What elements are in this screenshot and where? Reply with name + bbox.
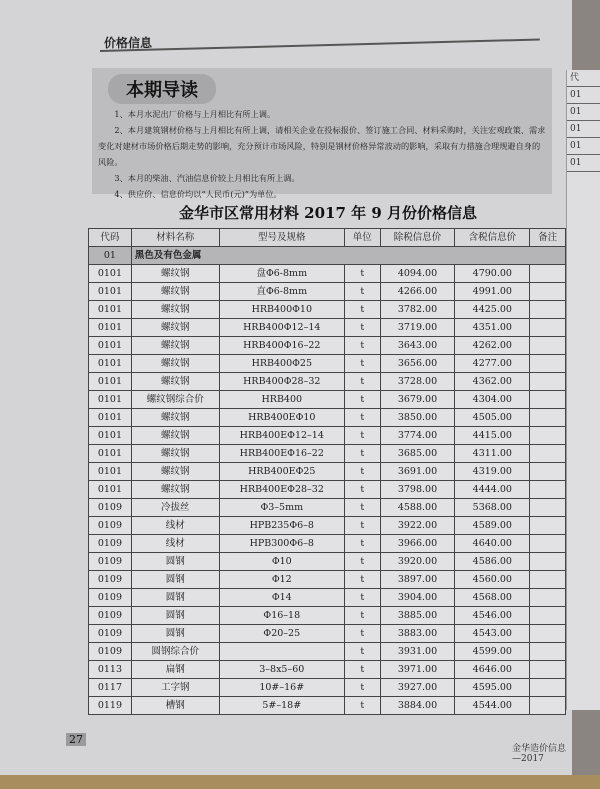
table-cell: t — [344, 283, 380, 301]
table-cell: 盘Φ6-8mm — [219, 265, 344, 283]
column-header: 代码 — [89, 229, 132, 247]
table-cell: t — [344, 265, 380, 283]
table-cell: 螺纹钢 — [131, 445, 219, 463]
table-cell: HPB300Φ6–8 — [219, 535, 344, 553]
table-cell — [530, 589, 566, 607]
table-cell: 4595.00 — [455, 679, 530, 697]
table-cell: t — [344, 463, 380, 481]
table-cell: 线材 — [131, 517, 219, 535]
table-cell: 3782.00 — [380, 301, 455, 319]
note: 1、本月水泥出厂价格与上月相比有所上调。 — [114, 109, 276, 119]
table-cell: 螺纹钢 — [131, 373, 219, 391]
table-cell — [530, 481, 566, 499]
table-cell: 3931.00 — [380, 643, 455, 661]
table-cell: 4588.00 — [380, 499, 455, 517]
table-cell — [530, 319, 566, 337]
table-cell: t — [344, 679, 380, 697]
table-cell: 0101 — [89, 301, 132, 319]
table-cell: 0109 — [89, 643, 132, 661]
table-cell — [530, 337, 566, 355]
table-cell: HRB400EΦ16–22 — [219, 445, 344, 463]
table-cell: 0101 — [89, 445, 132, 463]
table-cell — [530, 373, 566, 391]
table-cell: 3897.00 — [380, 571, 455, 589]
table-cell: 4311.00 — [455, 445, 530, 463]
table-cell: 4094.00 — [380, 265, 455, 283]
table-cell: 4646.00 — [455, 661, 530, 679]
table-cell: 线材 — [131, 535, 219, 553]
table-cell: 3774.00 — [380, 427, 455, 445]
note: 4、供应价、信息价均以“人民币(元)”为单位。 — [114, 189, 282, 199]
table-cell — [530, 301, 566, 319]
table-cell: HRB400EΦ28–32 — [219, 481, 344, 499]
table-cell: 4262.00 — [455, 337, 530, 355]
table-cell: 4543.00 — [455, 625, 530, 643]
edge-cell: 01 — [567, 87, 600, 104]
table-cell: 圆钢 — [131, 625, 219, 643]
table-cell: 4544.00 — [455, 697, 530, 715]
table-cell: t — [344, 625, 380, 643]
table-cell: 4351.00 — [455, 319, 530, 337]
table-cell: 4589.00 — [455, 517, 530, 535]
table-cell: 圆钢综合价 — [131, 643, 219, 661]
table-cell: 0109 — [89, 553, 132, 571]
table-cell: 0109 — [89, 589, 132, 607]
table-cell: 3798.00 — [380, 481, 455, 499]
table-cell: t — [344, 517, 380, 535]
table-cell: 0109 — [89, 499, 132, 517]
table-cell: 0109 — [89, 607, 132, 625]
table-cell: 3920.00 — [380, 553, 455, 571]
table-row — [89, 301, 566, 319]
table-cell: 0109 — [89, 517, 132, 535]
table-cell: t — [344, 409, 380, 427]
table-cell — [530, 625, 566, 643]
table-cell: 螺纹钢 — [131, 463, 219, 481]
column-header: 除税信息价 — [380, 229, 455, 247]
table-cell: 4546.00 — [455, 607, 530, 625]
table-row — [89, 283, 566, 301]
table-cell: 0101 — [89, 391, 132, 409]
table-cell: 圆钢 — [131, 571, 219, 589]
table-cell: 3685.00 — [380, 445, 455, 463]
table-cell: 螺纹钢 — [131, 337, 219, 355]
table-cell: 4319.00 — [455, 463, 530, 481]
table-cell: 4362.00 — [455, 373, 530, 391]
table-cell: 0101 — [89, 409, 132, 427]
running-header: 价格信息 — [104, 36, 153, 50]
table-cell — [530, 463, 566, 481]
table-row — [89, 463, 566, 481]
table-cell: 3643.00 — [380, 337, 455, 355]
table-cell: 4586.00 — [455, 553, 530, 571]
table-cell: 3971.00 — [380, 661, 455, 679]
table-cell: 5#–18# — [219, 697, 344, 715]
table-cell: 螺纹钢 — [131, 409, 219, 427]
table-cell: Φ12 — [219, 571, 344, 589]
table-cell — [530, 283, 566, 301]
table-cell: 3656.00 — [380, 355, 455, 373]
table-cell: 3850.00 — [380, 409, 455, 427]
table-cell: 5368.00 — [455, 499, 530, 517]
table-cell: 冷拔丝 — [131, 499, 219, 517]
table-cell: 4991.00 — [455, 283, 530, 301]
table-cell — [530, 643, 566, 661]
table-cell: 3691.00 — [380, 463, 455, 481]
table-cell: 螺纹钢 — [131, 301, 219, 319]
table-row — [89, 607, 566, 625]
table-row — [89, 661, 566, 679]
table-cell — [530, 265, 566, 283]
table-cell: t — [344, 427, 380, 445]
table-cell: 3927.00 — [380, 679, 455, 697]
table-cell: 4505.00 — [455, 409, 530, 427]
page-number: 27 — [66, 733, 86, 746]
footer-text: 金华造价信息—2017 — [512, 744, 567, 764]
table-row — [89, 355, 566, 373]
table-cell: 圆钢 — [131, 589, 219, 607]
table-cell — [530, 661, 566, 679]
edge-cell: 代 — [567, 70, 600, 87]
table-cell: 4415.00 — [455, 427, 530, 445]
table-cell: t — [344, 535, 380, 553]
category-code: 01 — [89, 247, 132, 265]
table-cell: 0117 — [89, 679, 132, 697]
table-cell: 3884.00 — [380, 697, 455, 715]
table-row — [89, 571, 566, 589]
table-cell — [530, 355, 566, 373]
table-cell: 0101 — [89, 481, 132, 499]
table-cell: HPB235Φ6–8 — [219, 517, 344, 535]
table-cell: 0109 — [89, 625, 132, 643]
table-cell: 4266.00 — [380, 283, 455, 301]
table-cell: 3728.00 — [380, 373, 455, 391]
table-cell: HRB400EΦ12–14 — [219, 427, 344, 445]
note: 3、本月的柴油、汽油信息价较上月相比有所上调。 — [114, 173, 300, 183]
table-cell: t — [344, 553, 380, 571]
table-row — [89, 319, 566, 337]
table-row — [89, 499, 566, 517]
table-cell: Φ16–18 — [219, 607, 344, 625]
table-cell: HRB400Φ16–22 — [219, 337, 344, 355]
note: 2、本月建筑钢材价格与上月相比有所上调，请相关企业在投标报价、签订施工合同、材料采购时，关注宏观政策、需求变化对建材市场价格后期走势的影响，充分预计市场风险，特别是钢材价格异常波动的影响，采取有力措施合理规避自身的风险。 — [98, 125, 546, 167]
table-cell: 4640.00 — [455, 535, 530, 553]
table-cell: 扁钢 — [131, 661, 219, 679]
table-cell: 0109 — [89, 571, 132, 589]
table-row — [89, 445, 566, 463]
table-cell: t — [344, 355, 380, 373]
table-cell: t — [344, 499, 380, 517]
intro-heading: 本期导读 — [108, 74, 216, 104]
table-cell: 圆钢 — [131, 553, 219, 571]
edge-cell: 01 — [567, 155, 600, 172]
column-header: 备注 — [530, 229, 566, 247]
table-cell: t — [344, 481, 380, 499]
table-row — [89, 553, 566, 571]
intro-box — [92, 68, 552, 199]
table-cell: t — [344, 319, 380, 337]
table-row — [89, 517, 566, 535]
column-header: 含税信息价 — [455, 229, 530, 247]
table-cell: HRB400Φ25 — [219, 355, 344, 373]
table-cell: 螺纹钢 — [131, 283, 219, 301]
table-cell: 螺纹钢 — [131, 355, 219, 373]
table-cell: t — [344, 589, 380, 607]
table-cell — [530, 409, 566, 427]
table-cell: 0109 — [89, 535, 132, 553]
table-cell: Φ20–25 — [219, 625, 344, 643]
table-cell: 0101 — [89, 355, 132, 373]
header-rule — [100, 38, 540, 52]
table-cell: 螺纹钢 — [131, 265, 219, 283]
table-cell: 3966.00 — [380, 535, 455, 553]
table-cell: 0101 — [89, 427, 132, 445]
price-table — [88, 228, 566, 715]
edge-cell: 01 — [567, 104, 600, 121]
table-cell: 3885.00 — [380, 607, 455, 625]
category-name: 黑色及有色金属 — [131, 247, 565, 265]
table-cell: 4425.00 — [455, 301, 530, 319]
table-cell — [219, 643, 344, 661]
table-row — [89, 679, 566, 697]
table-title: 金华市区常用材料 2017 年 9 月份价格信息 — [178, 204, 478, 222]
table-cell: 3719.00 — [380, 319, 455, 337]
next-page-edge — [566, 70, 600, 710]
intro-notes — [98, 106, 548, 202]
table-cell: 3904.00 — [380, 589, 455, 607]
table-cell: 螺纹钢 — [131, 319, 219, 337]
table-cell: 0101 — [89, 373, 132, 391]
table-row — [89, 391, 566, 409]
table-cell: 0101 — [89, 463, 132, 481]
category-row — [89, 247, 566, 265]
table-cell: Φ14 — [219, 589, 344, 607]
table-row — [89, 373, 566, 391]
column-header: 材料名称 — [131, 229, 219, 247]
table-cell — [530, 535, 566, 553]
table-row — [89, 481, 566, 499]
table-cell: 4277.00 — [455, 355, 530, 373]
table-cell: t — [344, 373, 380, 391]
table-cell: 0101 — [89, 265, 132, 283]
table-cell: 4790.00 — [455, 265, 530, 283]
table-cell: 工字钢 — [131, 679, 219, 697]
table-cell: 3679.00 — [380, 391, 455, 409]
table-cell — [530, 679, 566, 697]
table-cell: t — [344, 571, 380, 589]
table-cell: 3922.00 — [380, 517, 455, 535]
table-cell: t — [344, 643, 380, 661]
table-cell — [530, 571, 566, 589]
table-cell: 3–8x5–60 — [219, 661, 344, 679]
table-cell — [530, 391, 566, 409]
table-row — [89, 625, 566, 643]
table-cell: 10#–16# — [219, 679, 344, 697]
table-row — [89, 265, 566, 283]
table-cell — [530, 697, 566, 715]
table-cell: 4568.00 — [455, 589, 530, 607]
table-cell — [530, 517, 566, 535]
table-cell: 圆钢 — [131, 607, 219, 625]
edge-cell: 01 — [567, 121, 600, 138]
table-cell — [530, 499, 566, 517]
table-cell — [530, 427, 566, 445]
table-cell: t — [344, 661, 380, 679]
table-cell: 4304.00 — [455, 391, 530, 409]
table-cell: t — [344, 301, 380, 319]
table-row — [89, 697, 566, 715]
table-row — [89, 427, 566, 445]
edge-cell: 01 — [567, 138, 600, 155]
table-cell — [530, 607, 566, 625]
table-cell: 0101 — [89, 283, 132, 301]
table-cell: 0113 — [89, 661, 132, 679]
table-row — [89, 337, 566, 355]
table-cell: HRB400Φ10 — [219, 301, 344, 319]
table-cell: HRB400Φ28–32 — [219, 373, 344, 391]
table-cell: t — [344, 445, 380, 463]
table-row — [89, 589, 566, 607]
table-cell — [530, 553, 566, 571]
desk-surface — [0, 775, 600, 789]
table-row — [89, 643, 566, 661]
column-header: 单位 — [344, 229, 380, 247]
table-cell: t — [344, 391, 380, 409]
table-cell: 螺纹钢 — [131, 481, 219, 499]
table-cell: 4444.00 — [455, 481, 530, 499]
table-cell: 0119 — [89, 697, 132, 715]
table-row — [89, 409, 566, 427]
table-cell: t — [344, 607, 380, 625]
table-cell: 直Φ6-8mm — [219, 283, 344, 301]
table-cell: t — [344, 697, 380, 715]
table-cell: 4599.00 — [455, 643, 530, 661]
table-cell: Φ3–5mm — [219, 499, 344, 517]
table-cell: 0101 — [89, 337, 132, 355]
table-cell: HRB400EΦ25 — [219, 463, 344, 481]
table-cell: HRB400EΦ10 — [219, 409, 344, 427]
table-cell: 螺纹钢 — [131, 427, 219, 445]
table-row — [89, 535, 566, 553]
table-cell: HRB400 — [219, 391, 344, 409]
table-cell: HRB400Φ12–14 — [219, 319, 344, 337]
table-cell: 3883.00 — [380, 625, 455, 643]
table-cell: t — [344, 337, 380, 355]
table-cell: 0101 — [89, 319, 132, 337]
table-cell: 螺纹钢综合价 — [131, 391, 219, 409]
table-cell — [530, 445, 566, 463]
table-cell: 槽钢 — [131, 697, 219, 715]
column-header: 型号及规格 — [219, 229, 344, 247]
table-cell: 4560.00 — [455, 571, 530, 589]
table-cell: Φ10 — [219, 553, 344, 571]
